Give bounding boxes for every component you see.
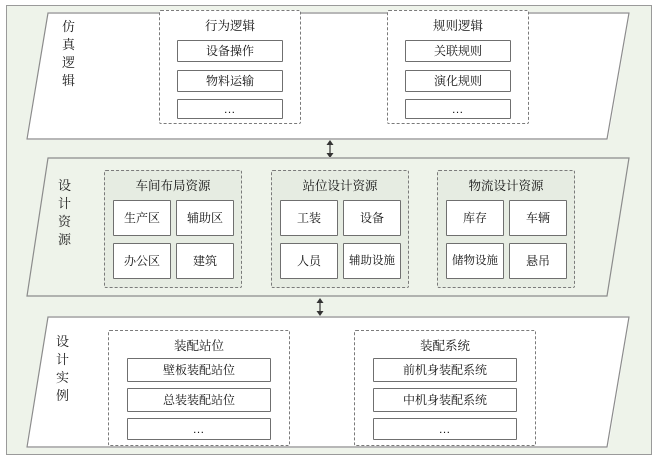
leaf-final-assembly-station[interactable]: 总装装配站位 xyxy=(127,388,271,412)
leaf-behavior-logic-more[interactable]: … xyxy=(177,99,283,119)
leaf-rule-logic-more[interactable]: … xyxy=(405,99,511,119)
leaf-forward-fuselage-assembly-system[interactable]: 前机身装配系统 xyxy=(373,358,517,382)
leaf-assembly-system-more[interactable]: … xyxy=(373,418,517,440)
leaf-tooling[interactable]: 工装 xyxy=(280,200,338,236)
band-simulation-logic xyxy=(26,12,630,140)
leaf-association-rule[interactable]: 关联规则 xyxy=(405,40,511,62)
leaf-assembly-station-more[interactable]: … xyxy=(127,418,271,440)
leaf-equipment-operation[interactable]: 设备操作 xyxy=(177,40,283,62)
leaf-production-area[interactable]: 生产区 xyxy=(113,200,171,236)
group-title-rule-logic: 规则逻辑 xyxy=(432,19,483,33)
group-title-workshop-layout-resource: 车间布局资源 xyxy=(135,179,211,193)
leaf-equipment[interactable]: 设备 xyxy=(343,200,401,236)
leaf-building[interactable]: 建筑 xyxy=(176,243,234,279)
leaf-auxiliary-facility[interactable]: 辅助设施 xyxy=(343,243,401,279)
leaf-office-area[interactable]: 办公区 xyxy=(113,243,171,279)
group-title-station-design-resource: 站位设计资源 xyxy=(302,179,378,193)
leaf-evolution-rule[interactable]: 演化规则 xyxy=(405,70,511,92)
group-title-logistics-design-resource: 物流设计资源 xyxy=(468,179,544,193)
group-title-behavior-logic: 行为逻辑 xyxy=(204,19,255,33)
leaf-material-transport[interactable]: 物料运输 xyxy=(177,70,283,92)
band-label-simulation-logic: 仿 真 逻 辑 xyxy=(61,19,76,88)
leaf-storage-facility[interactable]: 储物设施 xyxy=(446,243,504,279)
leaf-center-fuselage-assembly-system[interactable]: 中机身装配系统 xyxy=(373,388,517,412)
leaf-personnel[interactable]: 人员 xyxy=(280,243,338,279)
leaf-vehicle[interactable]: 车辆 xyxy=(509,200,567,236)
leaf-suspension[interactable]: 悬吊 xyxy=(509,243,567,279)
leaf-auxiliary-area[interactable]: 辅助区 xyxy=(176,200,234,236)
band-label-design-resource: 设 计 资 源 xyxy=(57,178,72,247)
group-title-assembly-system: 装配系统 xyxy=(419,339,470,353)
band-label-design-instance: 设 计 实 例 xyxy=(55,334,70,403)
group-title-assembly-station: 装配站位 xyxy=(173,339,224,353)
leaf-inventory[interactable]: 库存 xyxy=(446,200,504,236)
leaf-panel-assembly-station[interactable]: 壁板装配站位 xyxy=(127,358,271,382)
